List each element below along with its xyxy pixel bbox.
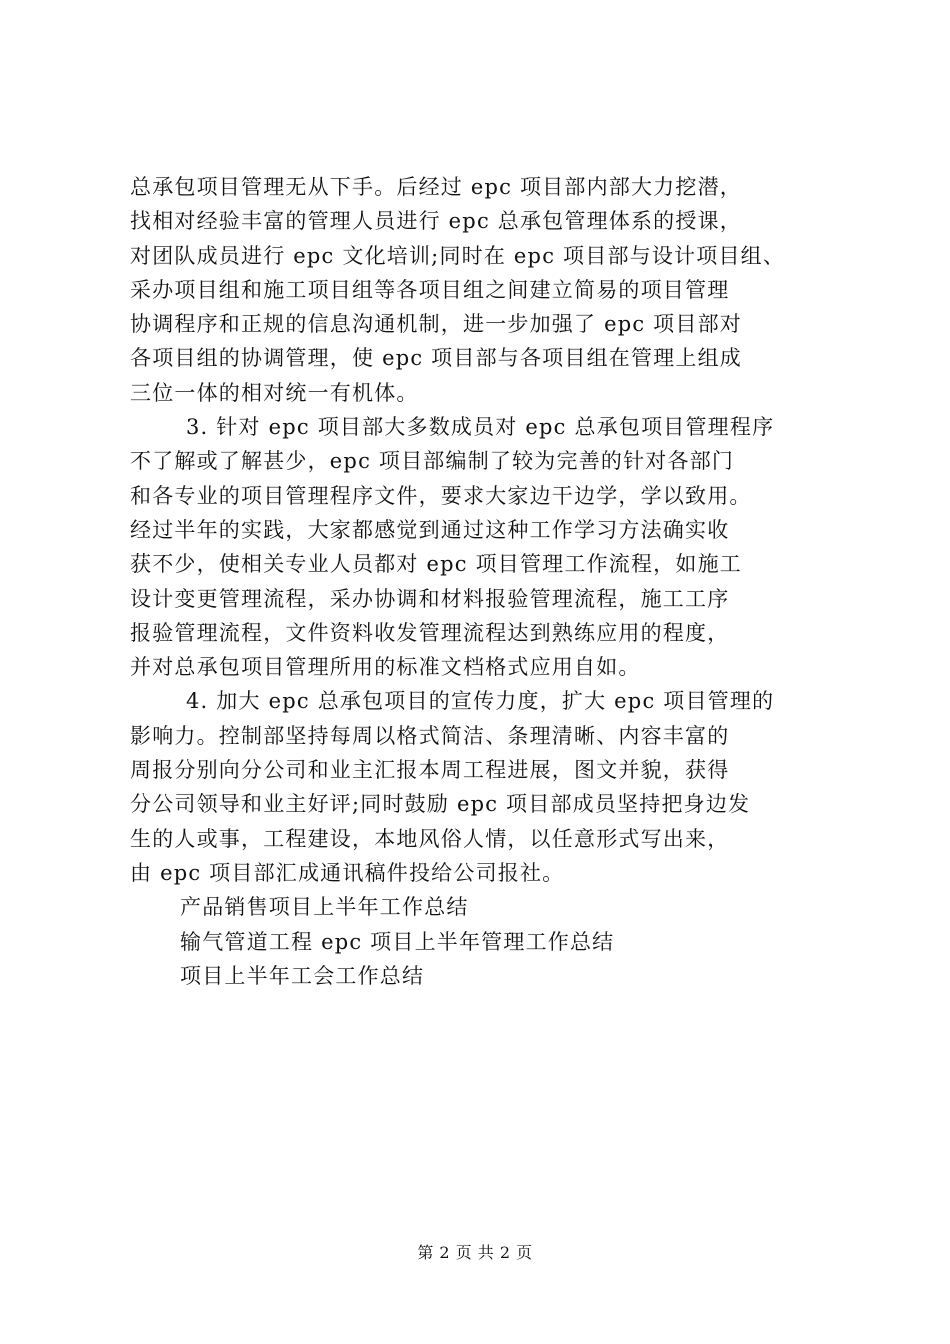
text-line: 总承包项目管理无从下手。后经过 epc 项目部内部大力挖潜， xyxy=(130,175,742,199)
text-line: 由 epc 项目部汇成通讯稿件投给公司报社。 xyxy=(130,860,565,885)
text-line: 报验管理流程，文件资料收发管理流程达到熟练应用的程度， xyxy=(130,620,730,645)
related-link[interactable]: 输气管道工程 epc 项目上半年管理工作总结 xyxy=(180,929,615,954)
related-link[interactable]: 产品销售项目上半年工作总结 xyxy=(180,895,469,920)
text-line: 和各专业的项目管理程序文件，要求大家边干边学，学以致用。 xyxy=(130,483,752,508)
related-links xyxy=(130,890,850,993)
text-line: 不了解或了解甚少，epc 项目部编制了较为完善的针对各部门 xyxy=(130,449,735,474)
text-line: 采办项目组和施工项目组等各项目组之间建立简易的项目管理 xyxy=(130,277,730,302)
text-line: 获不少，使相关专业人员都对 epc 项目管理工作流程，如施工 xyxy=(130,552,742,577)
paragraph-3 xyxy=(130,410,850,684)
text-line: 并对总承包项目管理所用的标准文档格式应用自如。 xyxy=(130,655,641,680)
text-line: 分公司领导和业主好评;同时鼓励 epc 项目部成员坚持把身边发 xyxy=(130,792,751,817)
text-line: 周报分别向分公司和业主汇报本周工程进展，图文并貌，获得 xyxy=(130,758,730,783)
page-footer xyxy=(0,1240,950,1263)
text-line: 协调程序和正规的信息沟通机制，进一步加强了 epc 项目部对 xyxy=(130,312,742,337)
text-line: 各项目组的协调管理，使 epc 项目部与各项目组在管理上组成 xyxy=(130,346,742,371)
text-line: 4. 加大 epc 总承包项目的宣传力度，扩大 epc 项目管理的 xyxy=(186,689,775,714)
text-line: 生的人或事，工程建设，本地风俗人情，以任意形式写出来， xyxy=(130,826,730,851)
related-link[interactable]: 项目上半年工会工作总结 xyxy=(180,963,425,988)
paragraph-continued xyxy=(130,170,850,410)
text-line: 影响力。控制部坚持每周以格式简洁、条理清晰、内容丰富的 xyxy=(130,723,730,748)
text-line: 找相对经验丰富的管理人员进行 epc 总承包管理体系的授课， xyxy=(130,209,742,234)
paragraph-4 xyxy=(130,684,850,890)
text-line: 三位一体的相对统一有机体。 xyxy=(130,380,419,405)
page-number: 第 2 页 共 2 页 xyxy=(417,1243,533,1262)
document-body xyxy=(130,170,850,993)
text-line: 对团队成员进行 epc 文化培训;同时在 epc 项目部与设计项目组、 xyxy=(130,243,786,268)
text-line: 经过半年的实践，大家都感觉到通过这种工作学习方法确实收 xyxy=(130,517,730,542)
text-line: 3. 针对 epc 项目部大多数成员对 epc 总承包项目管理程序 xyxy=(186,415,775,440)
text-line: 设计变更管理流程，采办协调和材料报验管理流程，施工工序 xyxy=(130,586,730,611)
